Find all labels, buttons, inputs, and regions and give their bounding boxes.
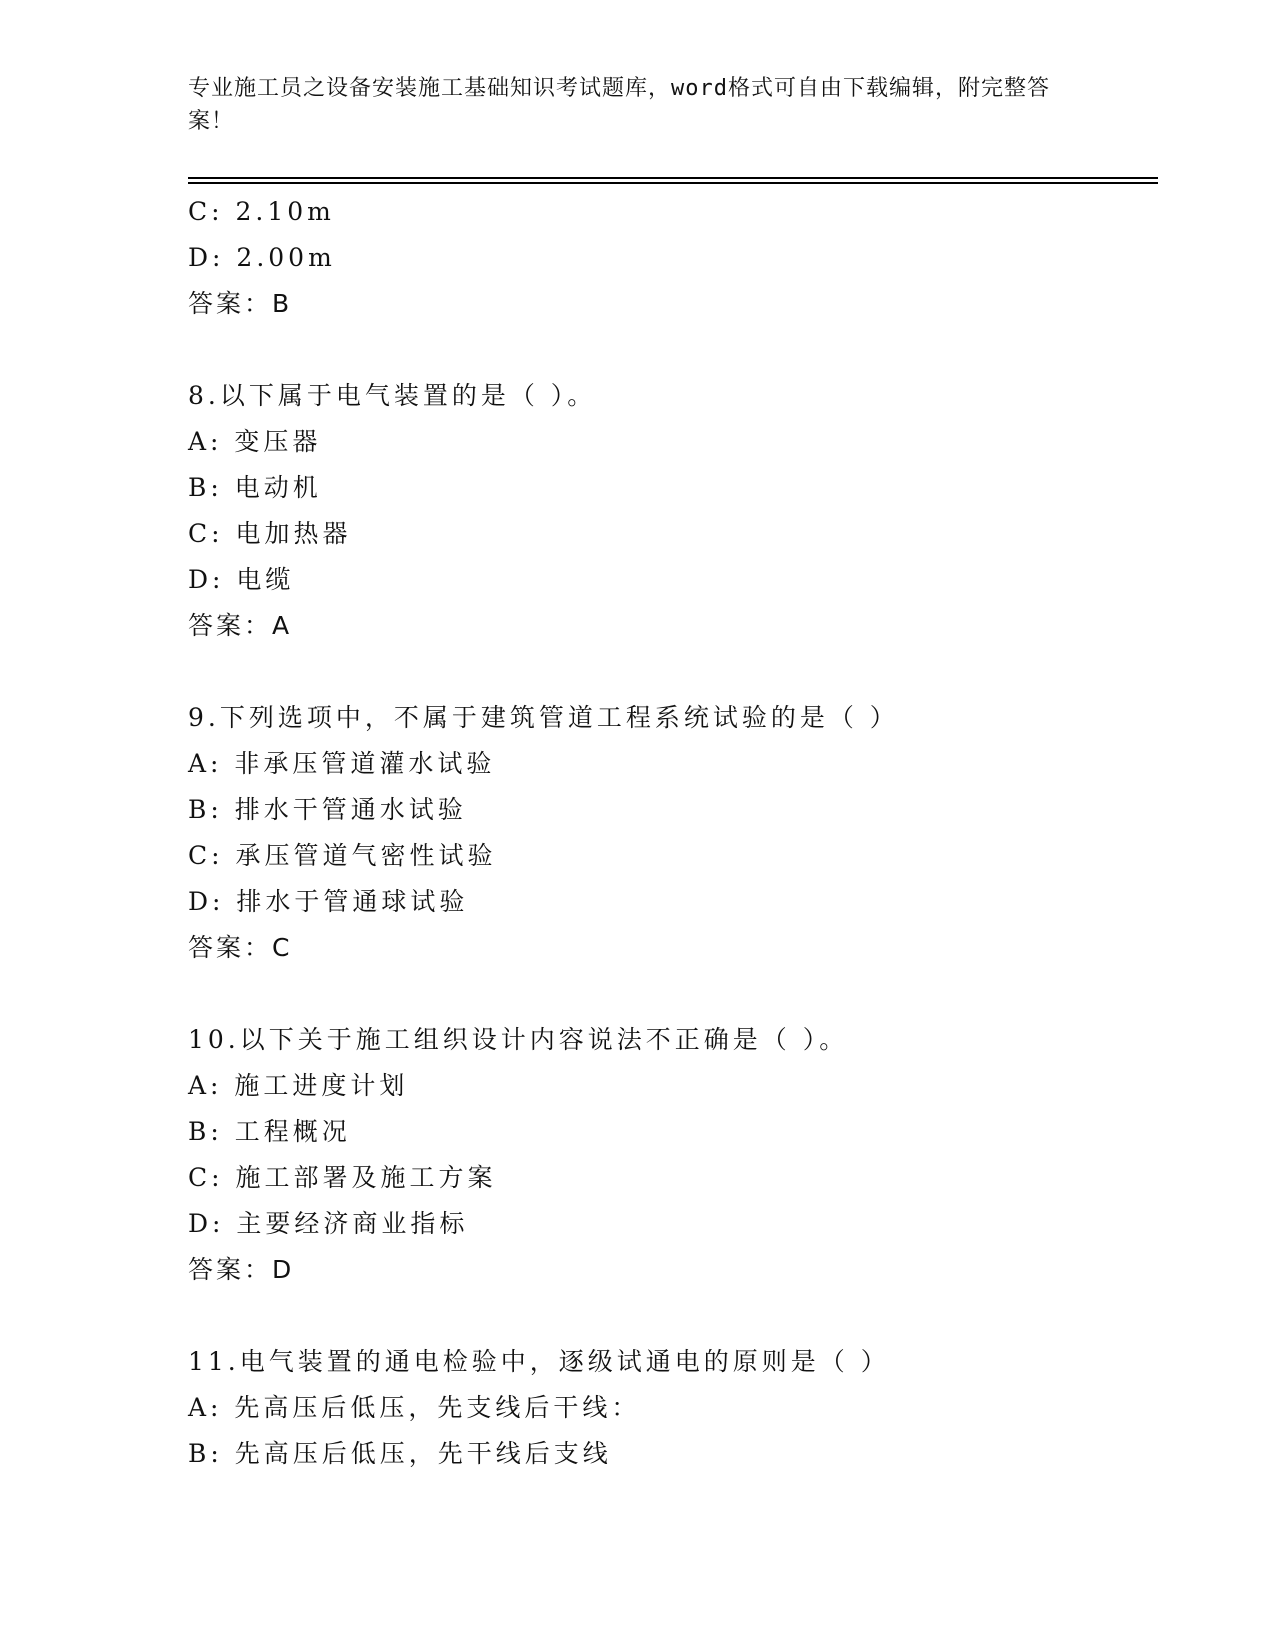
blank-gap: [188, 327, 1158, 373]
question-8-option-b: B: 电动机: [188, 473, 322, 502]
question-10-option-b: B: 工程概况: [188, 1117, 351, 1146]
blank-gap: [188, 1293, 1158, 1339]
question-9-option-c: C: 承压管道气密性试验: [188, 841, 497, 870]
question-9-answer: 答案：C: [188, 933, 293, 962]
question-10-option-d: D: 主要经济商业指标: [188, 1209, 469, 1238]
header-rule-bottom: [188, 182, 1158, 184]
question-9-option-a: A: 非承压管道灌水试验: [188, 749, 496, 778]
header-rule-top: [188, 177, 1158, 179]
question-8-stem: 8.以下属于电气装置的是（ ）。: [188, 381, 597, 410]
question-9-option-d: D: 排水于管通球试验: [188, 887, 469, 916]
blank-gap: [188, 649, 1158, 695]
answer-line: 答案：B: [188, 289, 293, 318]
question-11-stem: 11.电气装置的通电检验中，逐级试通电的原则是（ ）: [188, 1347, 890, 1376]
question-10-answer: 答案：D: [188, 1255, 295, 1284]
question-8-option-c: C: 电加热器: [188, 519, 352, 548]
question-9-option-b: B: 排水干管通水试验: [188, 795, 467, 824]
question-8-answer: 答案：A: [188, 611, 293, 640]
blank-gap: [188, 971, 1158, 1017]
question-8-option-d: D: 电缆: [188, 565, 295, 594]
question-11-option-a: A: 先高压后低压，先支线后干线：: [188, 1393, 641, 1422]
question-10-stem: 10.以下关于施工组织设计内容说法不正确是（ ）。: [188, 1025, 849, 1054]
question-10-option-c: C: 施工部署及施工方案: [188, 1163, 497, 1192]
question-11-option-b: B: 先高压后低压，先干线后支线: [188, 1439, 612, 1468]
question-9-stem: 9.下列选项中，不属于建筑管道工程系统试验的是（ ）: [188, 703, 899, 732]
option-d: D: 2.00m: [188, 243, 336, 272]
option-c: C: 2.10m: [188, 197, 335, 226]
document-header: 专业施工员之设备安装施工基础知识考试题库，word格式可自由下载编辑，附完整答案！: [188, 76, 1050, 134]
question-8-option-a: A: 变压器: [188, 427, 322, 456]
question-10-option-a: A: 施工进度计划: [188, 1071, 409, 1100]
question-content: [188, 189, 1158, 1477]
